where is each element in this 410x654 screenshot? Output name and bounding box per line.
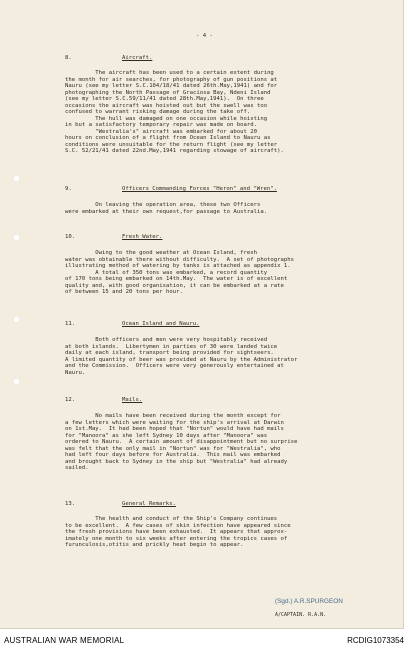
section-paragraph: No mails have been received during the month except for a few letters which were waiting for the ship's arrival at Darwin on 1st.May. It had been hoped that "Nortun" would have had mails for "Manoora" as she left Sydney 10 days after "Manoora" was ordered to Nauru. A certain amount of disappointment but no surprise was felt that the only mail in "Nortun" was for "Westralia", who had left four days before for Australia. This mail was embarked and brought back to Sydney in the ship but "Westralia" had already sailed. bbox=[65, 413, 298, 471]
signature-stamp: (Sgd.) A.R.SPURGEON bbox=[275, 598, 343, 605]
signature-rank: A/CAPTAIN. R.A.N. bbox=[275, 612, 327, 618]
archive-name: AUSTRALIAN WAR MEMORIAL bbox=[4, 636, 125, 645]
section-number: 13. bbox=[65, 501, 76, 507]
section-heading: Aircraft. bbox=[122, 55, 153, 61]
section-paragraph: Both officers and men were very hospitably received at both islands. Libertymen in parties of 30 were landed twice daily at each island, transport being provided for sightseers. A limited quantity of beer was provided at Nauru by the Administrator and the Commission. Officers were very generously entertained at Nauru. bbox=[65, 337, 298, 376]
section-paragraph: On leaving the operation area, these two Officers were embarked at their own request,for passage to Australia. bbox=[65, 202, 268, 215]
section-paragraph: The aircraft has been used to a certain extent during the month for air searches, for photography of gun positions at Nauru (see my letter S.C.104/18/41 dated 26th.May,1941) and for photographing the North Passage of Graciosa Bay, Ndeni Island (see my letter S.C.59/11/41 dated 28th.May,1941). On three occasions the aircraft was hoisted out but the swell was too confused to warrant risking damage during the take off. The hull was damaged on one occasion while hoisting in but a satisfactory temporary repair was made on board. "Westralia's" aircraft was embarked for about 20 hours on conclusion of a flight from Ocean Island to Nauru as conditions were unsuitable for the return flight (see my letter S.C. 52/21/41 dated 22nd.May,1941 regarding stowage of aircraft). bbox=[65, 70, 284, 154]
section-number: 8. bbox=[65, 55, 72, 61]
section-number: 9. bbox=[65, 186, 72, 192]
section-number: 11. bbox=[65, 321, 76, 327]
page-number: - 4 - bbox=[196, 33, 213, 39]
record-id: RCDIG1073354 bbox=[347, 636, 404, 645]
section-paragraph: Owing to the good weather at Ocean Island, fresh water was obtainable there without difficulty. A set of photographs illustrating method of watering by tanks is attached as appendix 1. A total of 350 tons was embarked, a record quantity of 170 tons being embarked on 14th.May. The water is of excellent quality and, with good organisation, it can be embarked at a rate of between 15 and 20 tons per hour. bbox=[65, 250, 295, 295]
section-paragraph: The health and conduct of the Ship's Company continues to be excellent. A few cases of skin infection have appeared since the fresh provisions have been exhausted. It appears that approx- imately one month to six weeks after entering the tropics cases of furunculosis,otitis and prickly heat begin to appear. bbox=[65, 516, 291, 548]
section-number: 12. bbox=[65, 397, 76, 403]
section-heading: Officers Commanding Forces "Heron" and "Wren". bbox=[122, 186, 277, 192]
section-heading: Fresh Water. bbox=[122, 234, 163, 240]
section-heading: Mails. bbox=[122, 397, 143, 403]
section-heading: Ocean Island and Nauru. bbox=[122, 321, 200, 327]
section-heading: General Remarks. bbox=[122, 501, 176, 507]
section-number: 10. bbox=[65, 234, 76, 240]
